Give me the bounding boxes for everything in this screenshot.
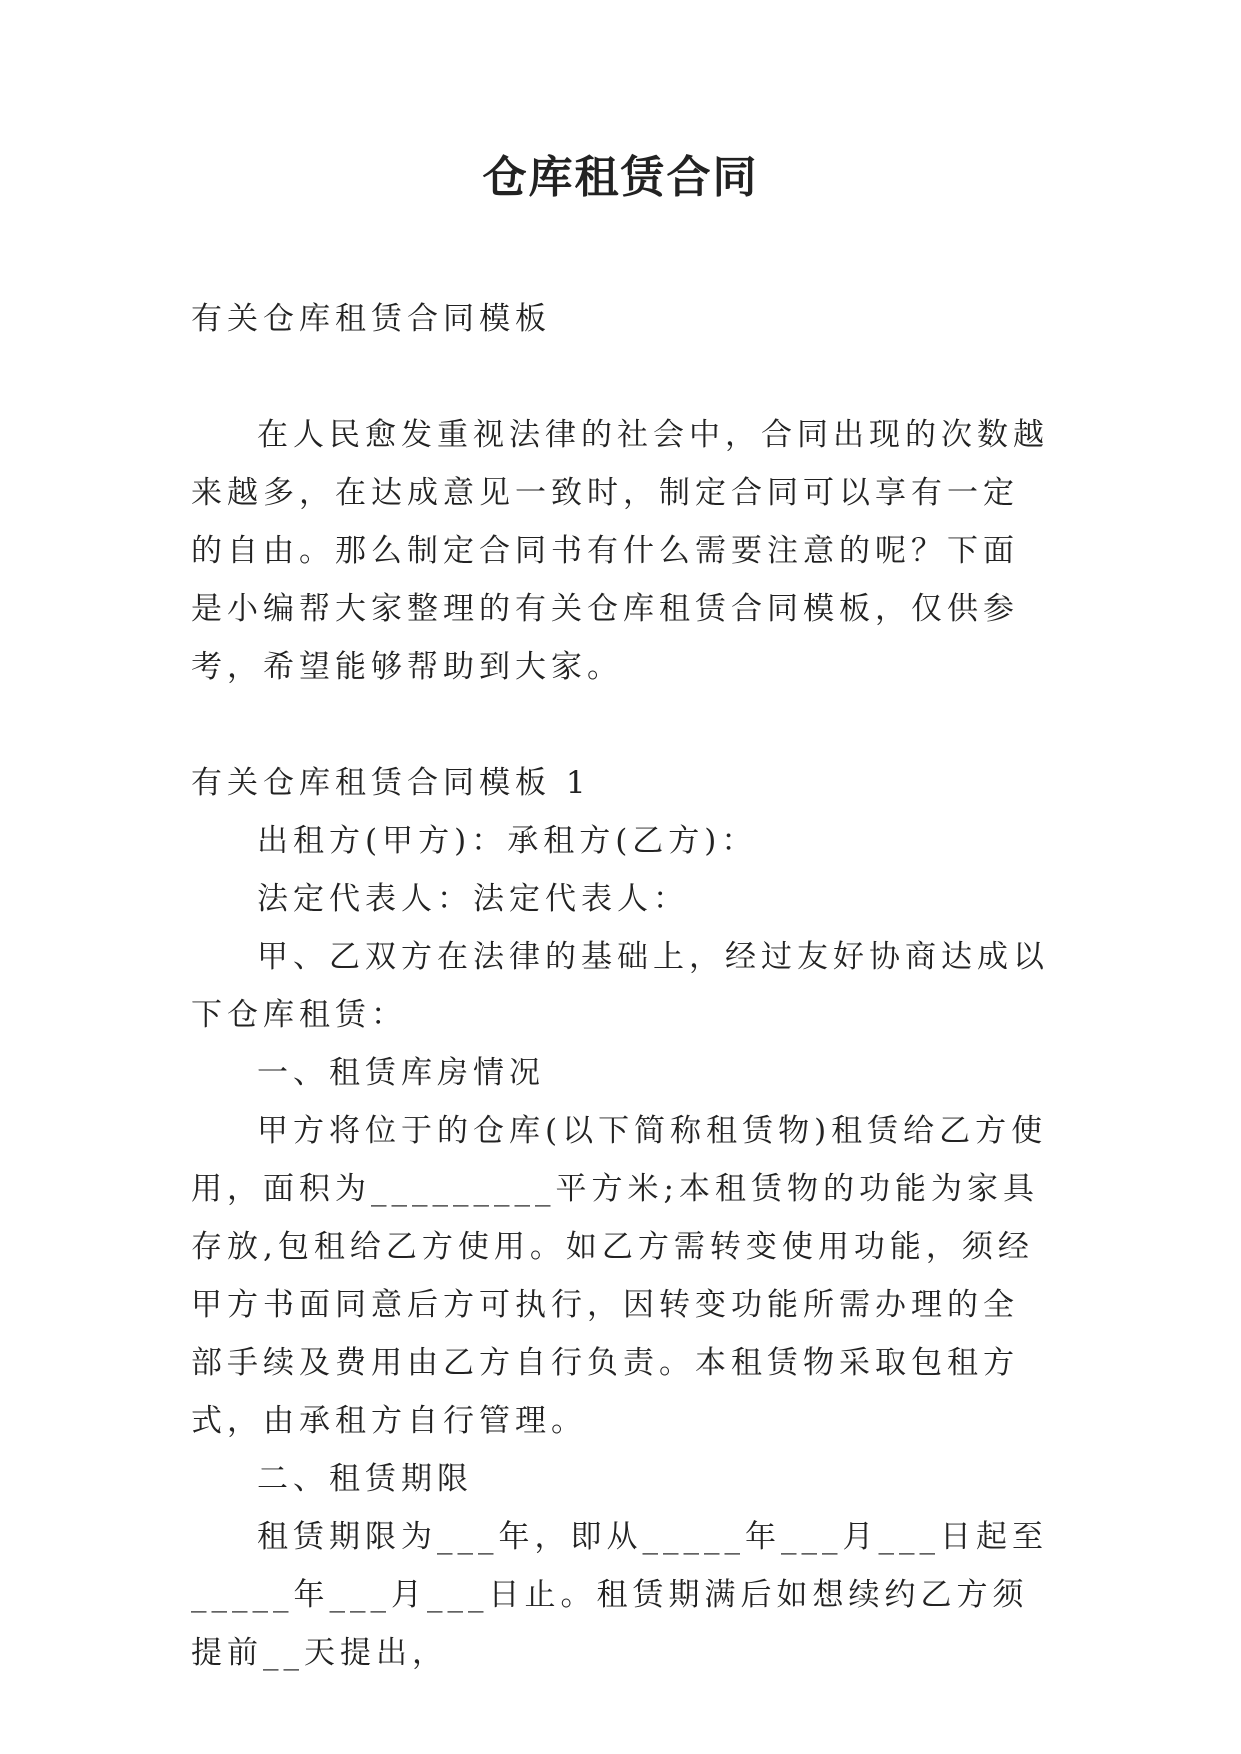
parties-line: 出租方(甲方)：承租方(乙方)：	[257, 823, 758, 859]
clause1-paragraph: 甲方将位于的仓库(以下简称租赁物)租赁给乙方使用，面积为_________平方米;本租赁物的功能为家具存放,包租给乙方使用。如乙方需转变使用功能，须经甲方书面同意后方可执行，因转变功能所需办理的全部手续及费用由乙方自行负责。本租赁物采取包租方式，由承租方自行管理。	[191, 1113, 1048, 1439]
clause1-heading: 一、租赁库房情况	[257, 1055, 545, 1091]
intro-paragraph: 在人民愈发重视法律的社会中，合同出现的次数越来越多，在达成意见一致时，制定合同可以享有一定的自由。那么制定合同书有什么需要注意的呢？下面是小编帮大家整理的有关仓库租赁合同模板，仅供参考，希望能够帮助到大家。	[191, 417, 1049, 685]
document-body	[191, 290, 1051, 1682]
document-title: 仓库租赁合同	[482, 152, 759, 203]
preamble-paragraph: 甲、乙双方在法律的基础上，经过友好协商达成以下仓库租赁：	[191, 939, 1049, 1033]
clause2-paragraph: 租赁期限为___年，即从_____年___月___日起至_____年___月___日止。租赁期满后如想续约乙方须提前__天提出，	[191, 1519, 1048, 1671]
representatives-line: 法定代表人：法定代表人：	[257, 881, 689, 917]
document-subtitle: 有关仓库租赁合同模板	[191, 301, 551, 337]
clause2-heading: 二、租赁期限	[257, 1461, 473, 1497]
section-heading: 有关仓库租赁合同模板 1	[191, 765, 591, 801]
